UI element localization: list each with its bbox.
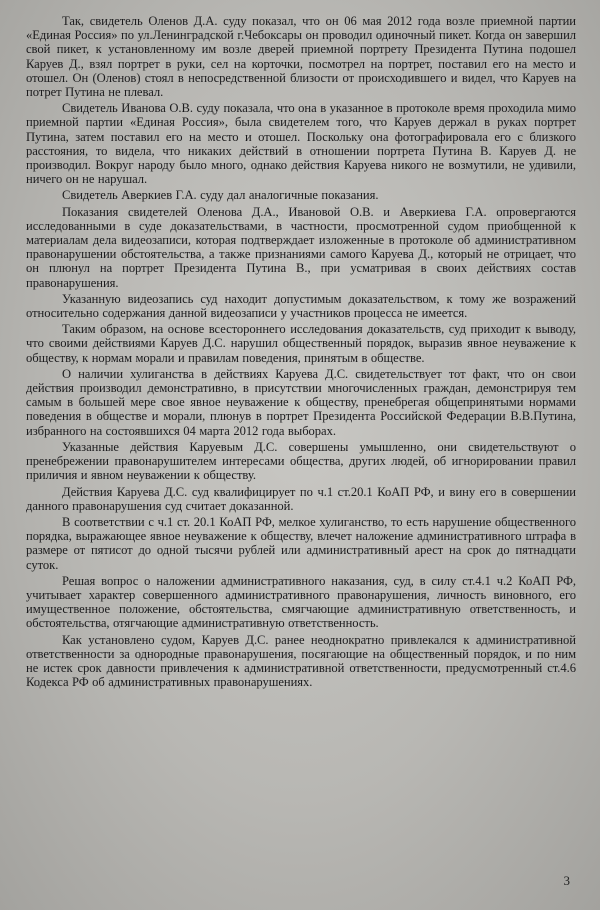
paragraph-7: О наличии хулиганства в действиях Каруева Д.С. свидетельствует тот факт, что он свои действия производил демонстративно, в присутствии многочисленных граждан, демонстрируя тем самым в большей мере свое явное неуважение к обществу, пренебрегая общепринятыми нормами поведения в обществе и морали, плюнув в портрет Президента Российской Федерации В.В.Путина, избранного на состоявшихся 04 марта 2012 года выборах. xyxy=(26,366,576,438)
paragraph-11: Решая вопрос о наложении административного наказания, суд, в силу ст.4.1 ч.2 КоАП РФ, учитывает характер совершенного административного правонарушения, личность виновного, его имущественное положение, обстоятельства, смягчающие административную ответственность, и обстоятельства, отягчающие административную ответственность. xyxy=(26,573,576,631)
paragraph-2: Свидетель Иванова О.В. суду показала, что она в указанное в протоколе время проходила мимо приемной партии «Единая Россия», была свидетелем того, что Каруев держал в руках портрет Путина, затем поставил его на место и отошел. Поскольку она фотографировала его с близкого расстояния, то видела, что никаких действий в отношении портрета Путина В. Каруев Д. не производил. Вокруг народу было много, однако действия Каруева никого не возмутили, не удивили, ничего он не нарушал. xyxy=(26,101,576,187)
paragraph-8: Указанные действия Каруевым Д.С. совершены умышленно, они свидетельствуют о пренебрежении правонарушителем интересами общества, других людей, об игнорировании правил приличия и явном неуважении к обществу. xyxy=(26,439,576,483)
paragraph-6: Таким образом, на основе всестороннего исследования доказательств, суд приходит к выводу, что своими действиями Каруев Д.С. нарушил общественный порядок, выразив явное неуважение к обществу, к нормам морали и правилам поведения, принятым в обществе. xyxy=(26,322,576,365)
paragraph-1: Так, свидетель Оленов Д.А. суду показал, что он 06 мая 2012 года возле приемной партии «Единая Россия» по ул.Ленинградской г.Чебоксары он проводил одиночный пикет. Когда он завершил свой пикет, к установленному им возле дверей приемной портрету Президента Путина подошел Каруев Д., взял портрет в руки, сел на корточки, посмотрел на портрет, поставил его на место и отошел. Он (Оленов) стоял в непосредственной близости от происходившего и видел, что Каруев на потрет Путина не плевал. xyxy=(26,14,576,100)
paragraph-12: Как установлено судом, Каруев Д.С. ранее неоднократно привлекался к административной ответственности за однородные правонарушения, посягающие на общественный порядок, и по ним не истек срок давности привлечения к административной ответственности, предусмотренный ст.4.6 Кодекса РФ об административных правонарушениях. xyxy=(26,632,576,690)
paragraph-5: Указанную видеозапись суд находит допустимым доказательством, к тому же возражений относительно содержания данной видеозаписи у участников процесса не имеется. xyxy=(26,291,576,321)
document-body xyxy=(26,14,576,689)
paragraph-4: Показания свидетелей Оленова Д.А., Ивановой О.В. и Аверкиева Г.А. опровергаются исследованными в суде доказательствами, в частности, просмотренной судом приобщенной к материалам дела видеозаписи, которая подтверждает изложенные в протоколе об административном правонарушении обстоятельства, а также признаниями самого Каруева Д., который не отрицает, что он плюнул на портрет Президента Путина В., при усматривая в своих действиях состав правонарушения. xyxy=(26,204,576,290)
page-number: 3 xyxy=(563,872,570,888)
paragraph-10: В соответствии с ч.1 ст. 20.1 КоАП РФ, мелкое хулиганство, то есть нарушение общественного порядка, выражающее явное неуважение к обществу, влечет наложение административного штрафа в размере от пятисот до одной тысячи рублей или административный арест на срок до пятнадцати суток. xyxy=(26,514,576,572)
paragraph-9: Действия Каруева Д.С. суд квалифицирует по ч.1 ст.20.1 КоАП РФ, и вину его в совершении данного правонарушения суд считает доказанной. xyxy=(26,484,576,513)
paragraph-3: Свидетель Аверкиев Г.А. суду дал аналогичные показания. xyxy=(62,188,379,203)
